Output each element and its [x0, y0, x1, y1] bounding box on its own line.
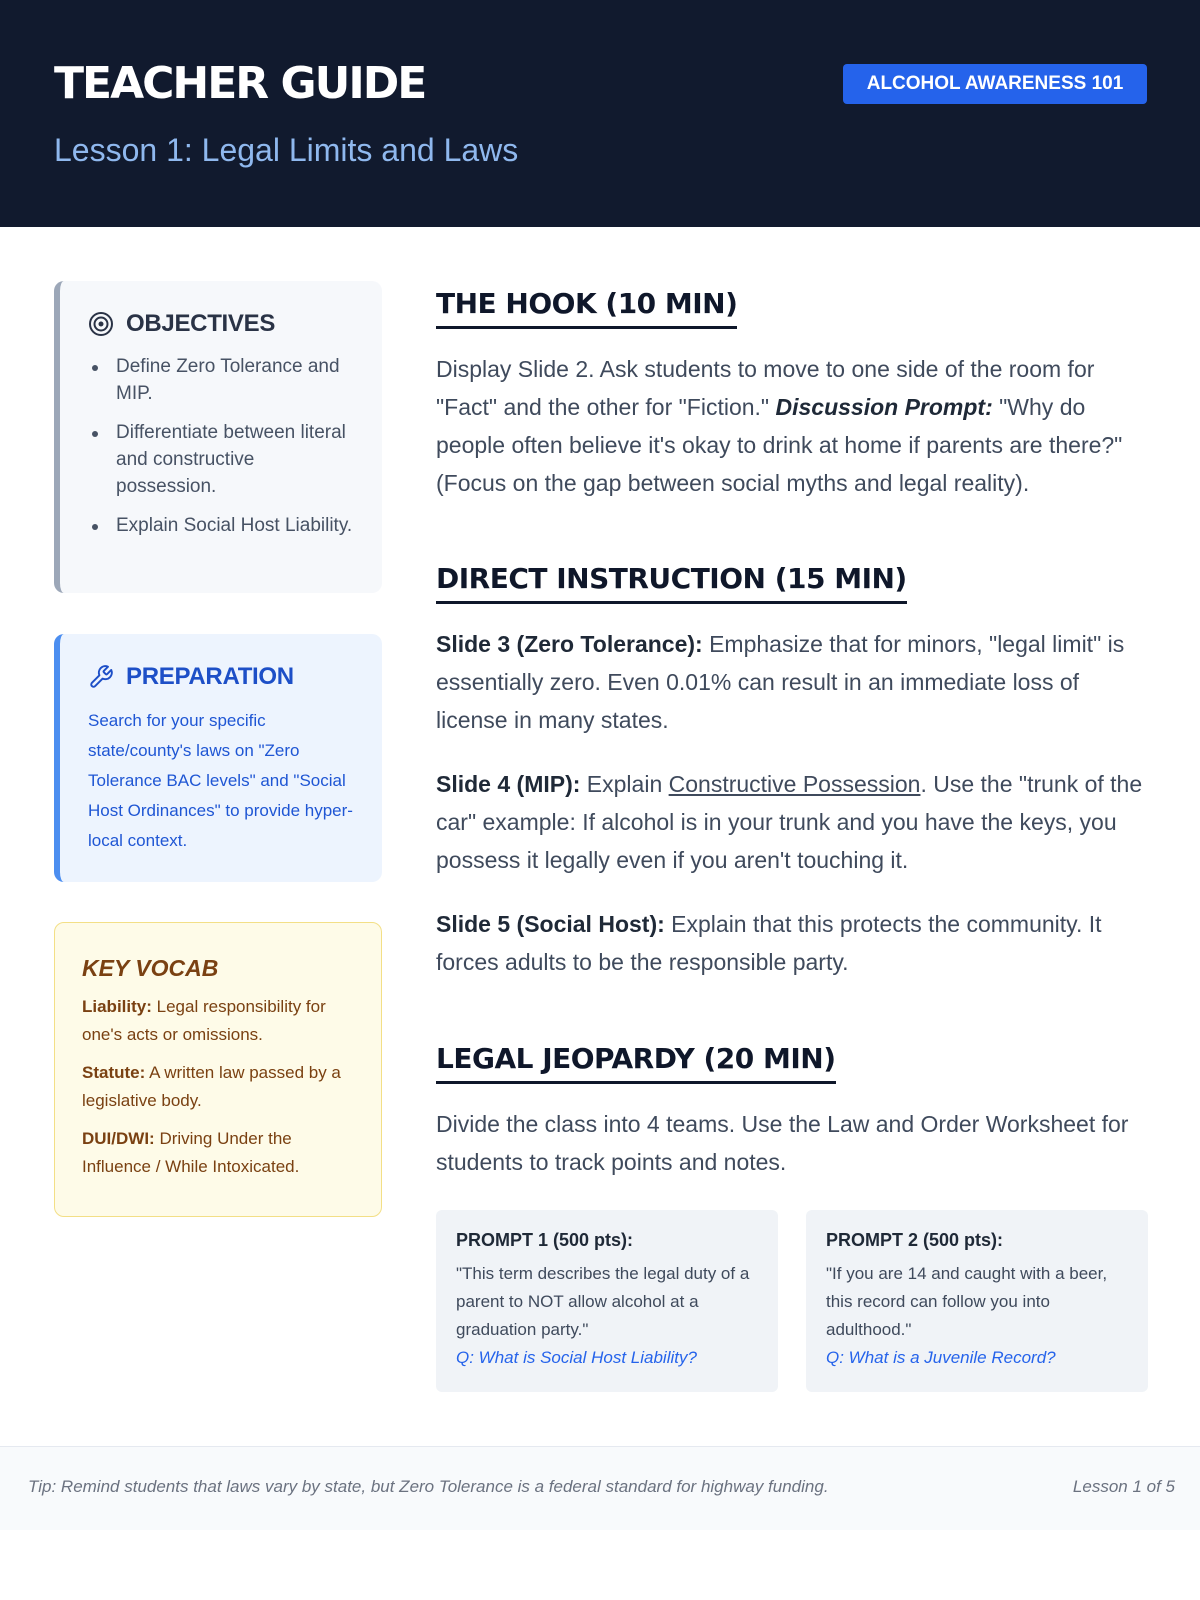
vocab-term: DUI/DWI:	[82, 1129, 155, 1148]
hook-heading: THE HOOK (10 MIN)	[436, 284, 737, 329]
prompt-heading: PROMPT 1 (500 pts):	[456, 1230, 634, 1250]
objectives-title: OBJECTIVES	[126, 310, 276, 337]
vocab-definition: Driving Under the Influence / While Intoxicated.	[82, 1129, 300, 1176]
vocab-definition: Legal responsibility for one's acts or omissions.	[82, 997, 326, 1044]
slide3-label: Slide 3 (Zero Tolerance):	[436, 631, 703, 657]
objectives-card	[54, 281, 382, 593]
page-title: TEACHER GUIDE	[54, 58, 426, 109]
vocab-entry	[82, 993, 355, 1049]
slide4-label: Slide 4 (MIP):	[436, 771, 581, 797]
vocab-definition: A written law passed by a legislative body.	[82, 1063, 341, 1110]
slide4-paragraph	[436, 765, 1148, 879]
slide3-text: Emphasize that for minors, "legal limit" is essentially zero. Even 0.01% can result in an immediate loss of license in many states.	[436, 631, 1125, 733]
prompt-answer: Q: What is Social Host Liability?	[456, 1348, 697, 1367]
jeopardy-heading: LEGAL JEOPARDY (20 MIN)	[436, 1039, 836, 1084]
hook-text-after: "Why do people often believe it's okay to drink at home if parents are there?" (Focus on the gap between social myths and legal reality).	[436, 394, 1123, 496]
list-item: Explain Social Host Liability.	[88, 512, 358, 539]
discussion-prompt-label: Discussion Prompt:	[775, 394, 993, 420]
lesson-subtitle: Lesson 1: Legal Limits and Laws	[54, 132, 519, 168]
prompt-card-2	[806, 1210, 1148, 1392]
target-icon	[88, 311, 114, 337]
hook-text-before: Display Slide 2. Ask students to move to one side of the room for "Fact" and the other for "Fiction."	[436, 356, 1095, 420]
vocab-card	[54, 922, 382, 1217]
footer-tip: Tip: Remind students that laws vary by state, but Zero Tolerance is a federal standard for highway funding.	[28, 1477, 829, 1496]
vocab-term: Statute:	[82, 1063, 146, 1082]
course-badge: ALCOHOL AWARENESS 101	[843, 64, 1147, 104]
constructive-possession-term: Constructive Possession	[668, 771, 921, 797]
slide5-text: Explain that this protects the community. It forces adults to be the responsible party.	[436, 911, 1102, 975]
footer	[0, 1446, 1200, 1530]
vocab-entry	[82, 1125, 355, 1181]
slide3-paragraph	[436, 625, 1148, 739]
prompt-text: "If you are 14 and caught with a beer, this record can follow you into adulthood."	[826, 1264, 1108, 1339]
jeopardy-text: Divide the class into 4 teams. Use the Law and Order Worksheet for students to track points and notes.	[436, 1111, 1129, 1175]
slide4-pre: Explain	[580, 771, 669, 797]
vocab-term: Liability:	[82, 997, 152, 1016]
slide5-label: Slide 5 (Social Host):	[436, 911, 665, 937]
slide5-paragraph	[436, 905, 1148, 981]
prompt-answer: Q: What is a Juvenile Record?	[826, 1348, 1056, 1367]
list-item: Define Zero Tolerance and MIP.	[88, 353, 358, 407]
list-item: Differentiate between literal and constructive possession.	[88, 419, 358, 500]
vocab-title: KEY VOCAB	[82, 955, 219, 981]
wrench-icon	[88, 664, 114, 690]
page-indicator: Lesson 1 of 5	[1072, 1477, 1175, 1496]
prompt-card-1	[436, 1210, 778, 1392]
header	[0, 0, 1200, 227]
hook-text	[436, 350, 1148, 502]
slide4-post: . Use the "trunk of the car" example: If alcohol is in your trunk and you have the keys, you possess it legally even if you aren't touching it.	[436, 771, 1143, 873]
preparation-card	[54, 634, 382, 882]
prompt-text: "This term describes the legal duty of a parent to NOT allow alcohol at a graduation party."	[456, 1264, 750, 1339]
objectives-list	[88, 353, 358, 539]
vocab-entry	[82, 1059, 355, 1115]
instruction-heading: DIRECT INSTRUCTION (15 MIN)	[436, 559, 907, 604]
preparation-title: PREPARATION	[126, 663, 294, 690]
prompt-heading: PROMPT 2 (500 pts):	[826, 1230, 1004, 1250]
preparation-text: Search for your specific state/county's laws on "Zero Tolerance BAC levels" and "Social Host Ordinances" to provide hyper-local context.	[88, 711, 353, 850]
